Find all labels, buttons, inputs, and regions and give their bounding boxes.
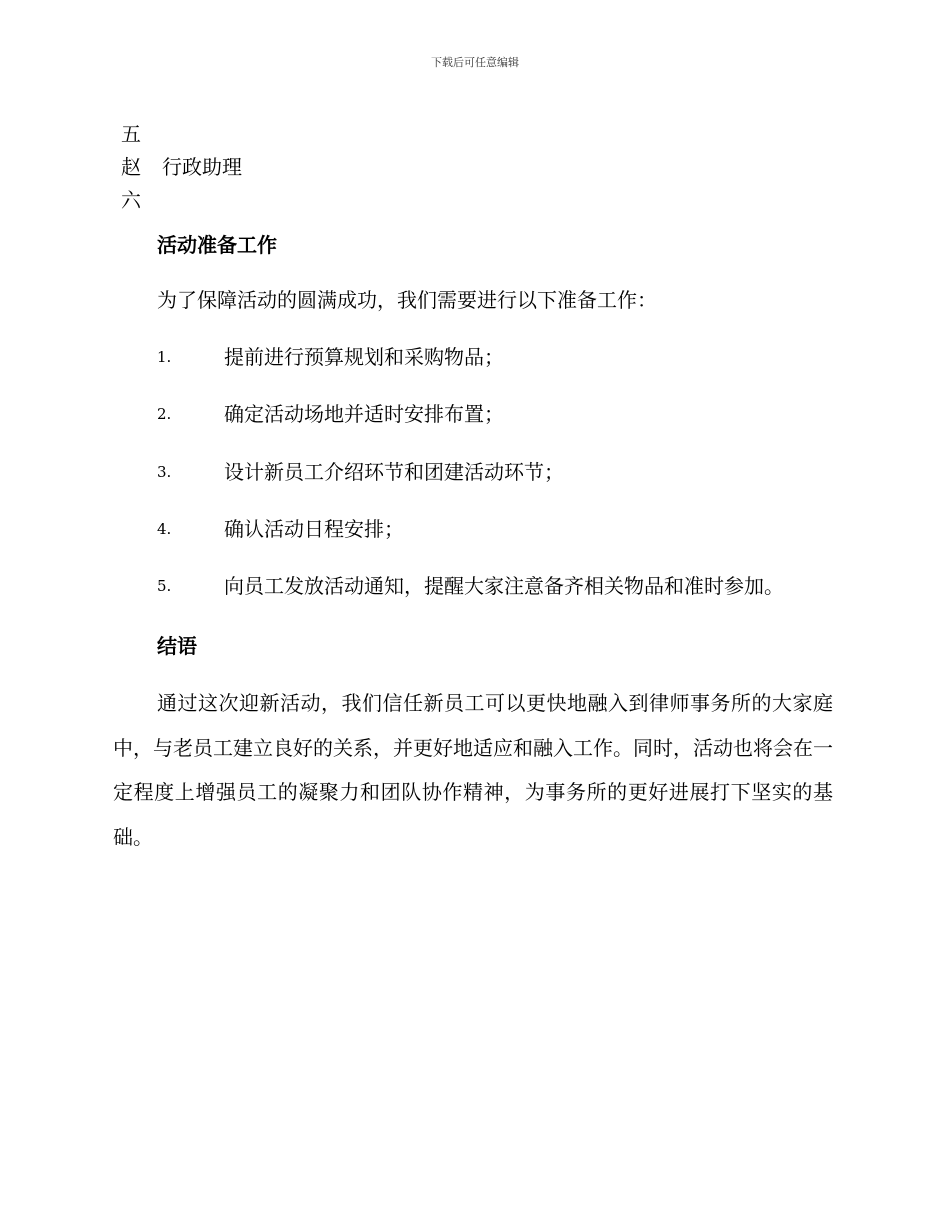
table-row — [121, 184, 242, 217]
list-item-number: 1. — [157, 348, 172, 366]
staff-name-cell: 六 — [121, 188, 141, 212]
preparation-intro: 为了保障活动的圆满成功，我们需要进行以下准备工作： — [157, 288, 657, 312]
list-item — [157, 399, 504, 429]
list-item-text: 确认活动日程安排； — [224, 517, 404, 541]
list-item — [157, 457, 564, 487]
list-item-text: 设计新员工介绍环节和团建活动环节； — [224, 460, 564, 484]
staff-role-cell: 行政助理 — [162, 155, 242, 179]
page-header-note: 下载后可任意编辑 — [431, 56, 519, 69]
staff-table — [121, 118, 242, 217]
list-item — [157, 342, 504, 372]
list-item-number: 4. — [157, 520, 172, 538]
list-item-text: 确定活动场地并适时安排布置； — [224, 402, 504, 426]
list-item-text: 提前进行预算规划和采购物品； — [224, 345, 504, 369]
list-item-text: 向员工发放活动通知，提醒大家注意备齐相关物品和准时参加。 — [224, 574, 784, 598]
list-item-number: 5. — [157, 577, 172, 595]
list-item-number: 3. — [157, 463, 172, 481]
staff-name-cell: 五 — [121, 122, 141, 146]
list-item — [157, 514, 404, 544]
conclusion-heading: 结语 — [157, 634, 197, 658]
list-item — [157, 571, 784, 601]
table-row — [121, 118, 242, 151]
table-row — [121, 151, 242, 184]
staff-name-cell: 赵 — [121, 155, 141, 179]
preparation-heading: 活动准备工作 — [157, 233, 277, 257]
list-item-number: 2. — [157, 405, 172, 423]
conclusion-body: 通过这次迎新活动，我们信任新员工可以更快地融入到律师事务所的大家庭中，与老员工建立良好的关系，并更好地适应和融入工作。同时，活动也将会在一定程度上增强员工的凝聚力和团队协作精神，为事务所的更好进展打下坚实的基础。 — [113, 691, 833, 849]
